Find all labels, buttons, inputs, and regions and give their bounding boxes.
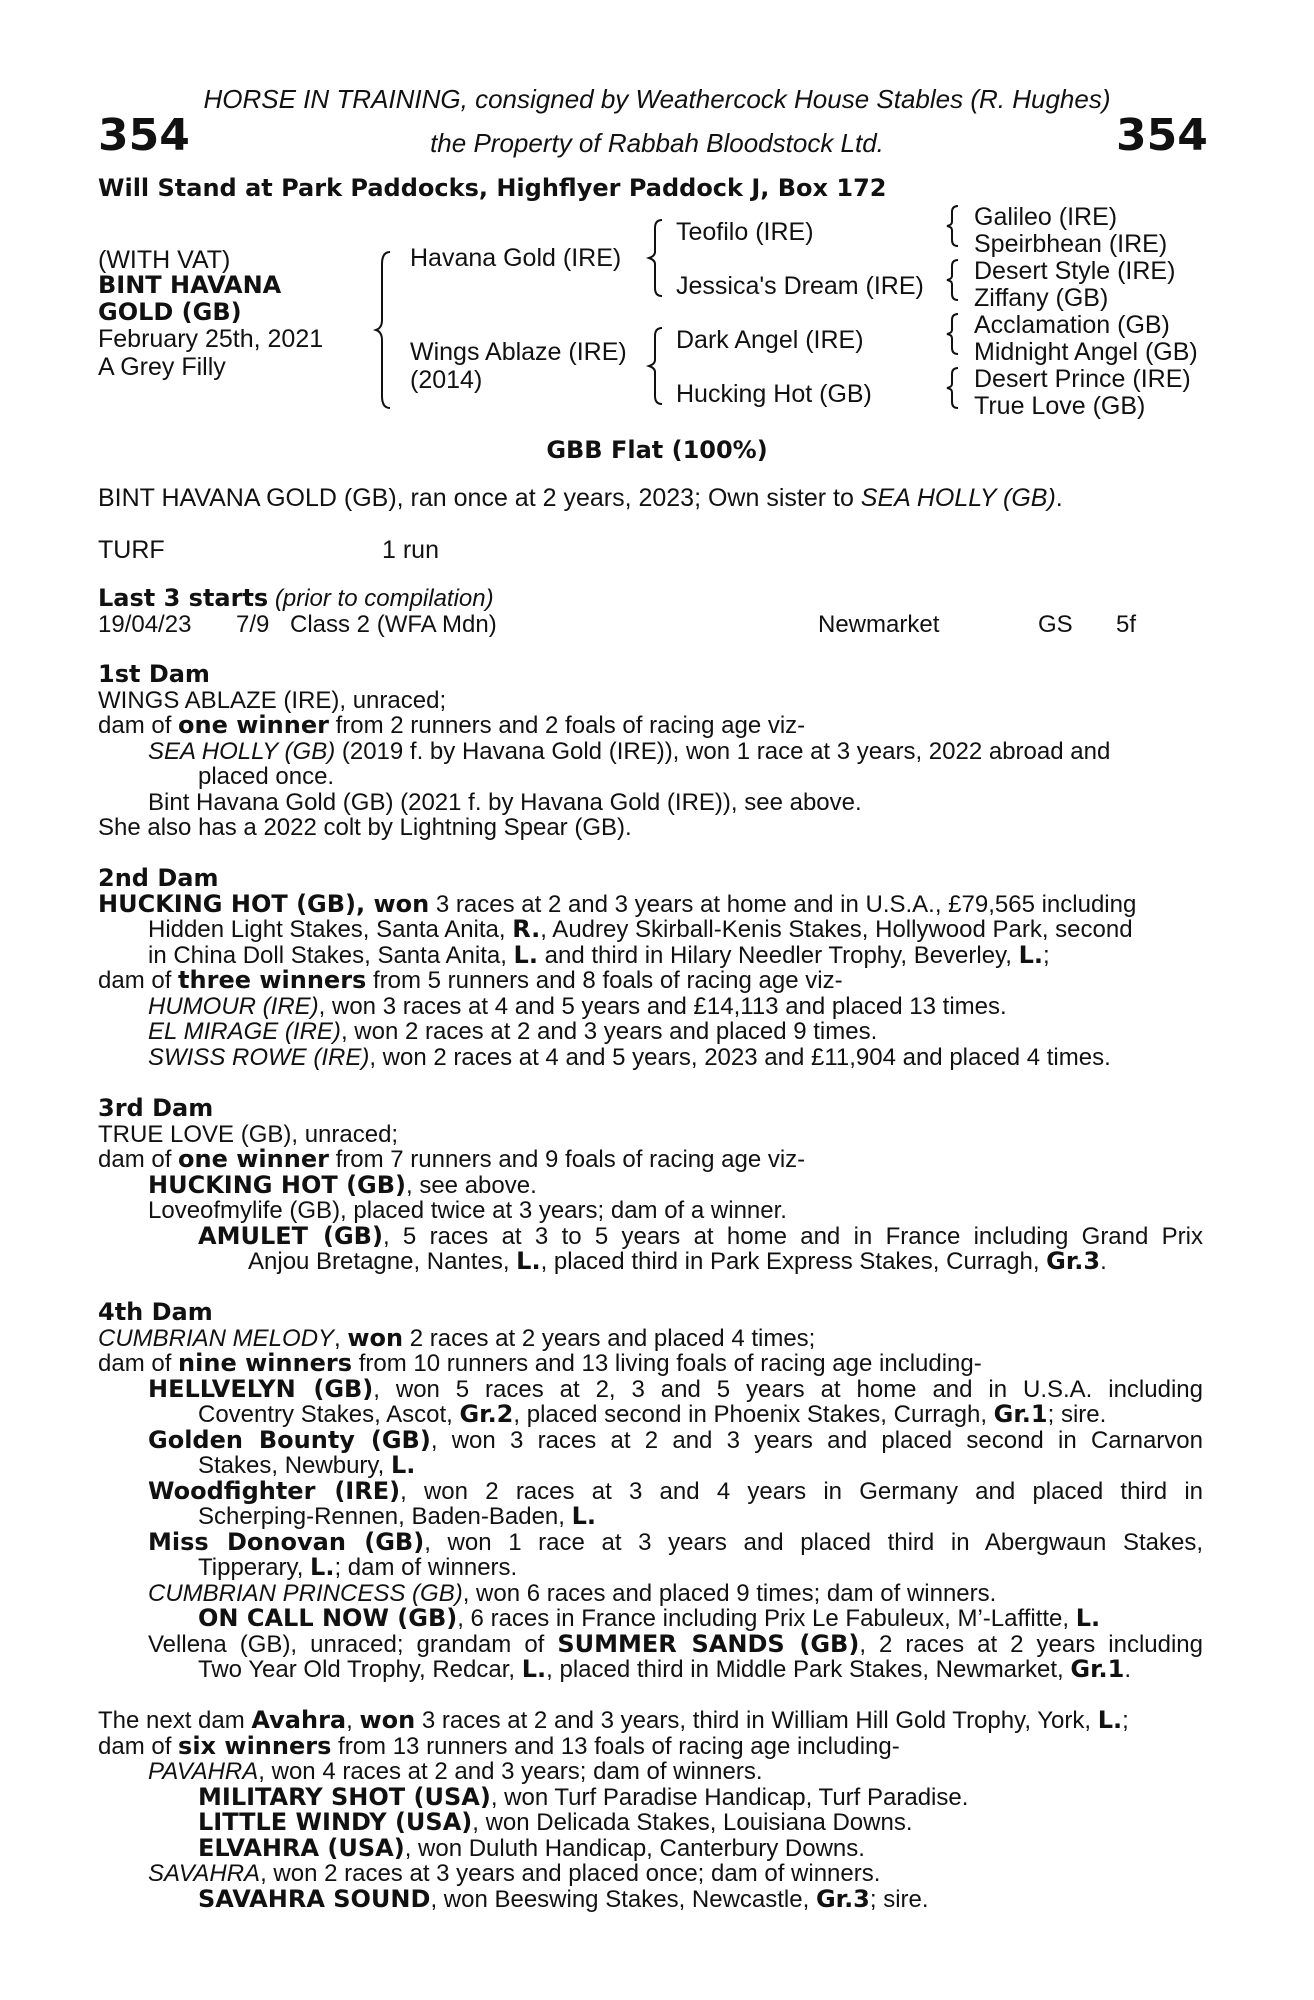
dam-name: CUMBRIAN MELODY xyxy=(98,1324,335,1352)
text: ; xyxy=(1122,1707,1129,1734)
dam1-line: placed once. xyxy=(198,763,335,790)
race-grade: L. xyxy=(571,1502,597,1530)
text: , won 4 races at 2 and 3 years; dam of winners. xyxy=(258,1758,763,1785)
text: , won 3 races at 2 and 3 years and placed second in Carnarvon xyxy=(430,1426,1203,1454)
race-grade: L. xyxy=(1075,1604,1101,1632)
dam4-line xyxy=(98,1629,1203,1658)
text: Scherping-Rennen, Baden-Baden, xyxy=(198,1503,572,1530)
text: , Audrey Skirball-Kenis Stakes, Hollywood Park, second xyxy=(540,916,1133,943)
dam1-line: WINGS ABLAZE (IRE), unraced; xyxy=(98,686,447,714)
race-grade: L. xyxy=(513,940,538,969)
pedigree-grandsire-2: Dark Angel (IRE) xyxy=(676,326,864,354)
lot-number-left: 354 xyxy=(98,110,190,161)
last-starts-title: Last 3 starts xyxy=(98,584,269,612)
progeny-name: EL MIRAGE (IRE) xyxy=(148,1018,341,1045)
progeny-name: MILITARY SHOT (USA) xyxy=(198,1782,491,1811)
dam4-line xyxy=(98,1374,1203,1403)
nextdam-line xyxy=(98,1708,1203,1734)
progeny-name: SAVAHRA SOUND xyxy=(198,1884,431,1913)
text: ; dam of winners. xyxy=(334,1554,518,1581)
pedigree-bracket-gg2 xyxy=(944,258,962,302)
text: Two Year Old Trophy, Redcar, xyxy=(198,1656,522,1683)
dam-name: Avahra xyxy=(251,1706,347,1734)
dam4-line xyxy=(98,1425,1203,1454)
progeny-name: SUMMER SANDS (GB) xyxy=(557,1629,860,1658)
dam3-line xyxy=(98,1249,1203,1275)
nextdam-line xyxy=(98,1861,1203,1887)
text: , won 6 races and placed 9 times; dam of winners. xyxy=(462,1579,997,1607)
text: , won Beeswing Stakes, Newcastle, xyxy=(430,1885,816,1913)
text: Stakes, Newbury, xyxy=(198,1452,391,1479)
turf-runs: 1 run xyxy=(382,536,439,564)
text: , xyxy=(346,1707,360,1734)
pedigree-bracket-main xyxy=(372,250,394,410)
pedigree-granddam-1: Jessica's Dream (IRE) xyxy=(676,272,924,300)
text: , won 3 races at 4 and 5 years and £14,113 and placed 13 times. xyxy=(318,992,1007,1020)
text: from 7 runners and 9 foals of racing age viz- xyxy=(328,1146,806,1173)
dam4-line xyxy=(98,1527,1204,1556)
dam-name: HUCKING HOT (GB), won xyxy=(98,889,430,918)
text: , won 2 races at 4 and 5 years, 2023 and £11,904 and placed 4 times. xyxy=(369,1043,1111,1071)
pedigree-grandsire-1: Teofilo (IRE) xyxy=(676,218,814,246)
turf-label: TURF xyxy=(98,536,165,564)
text: Hidden Light Stakes, Santa Anita, xyxy=(148,916,513,943)
last-starts-heading xyxy=(98,586,494,612)
text: Tipperary, xyxy=(198,1554,311,1581)
start-race: Class 2 (WFA Mdn) xyxy=(290,611,497,638)
text: Anjou Bretagne, Nantes, xyxy=(248,1248,517,1275)
text: dam of xyxy=(98,1732,179,1760)
dam2-line xyxy=(98,917,1203,943)
dam2-line xyxy=(98,940,1203,969)
dam3-line xyxy=(98,1147,1203,1173)
text: The next dam xyxy=(98,1707,252,1734)
foaling-date: February 25th, 2021 xyxy=(98,325,324,353)
start-distance: 5f xyxy=(1116,611,1137,638)
dam3-line xyxy=(98,1221,1203,1250)
progeny-name: HUMOUR (IRE) xyxy=(148,992,319,1020)
won-label: won xyxy=(347,1323,404,1352)
dam4-line xyxy=(98,1402,1203,1428)
dam2-heading: 2nd Dam xyxy=(98,864,219,892)
race-grade: Gr.1 xyxy=(993,1400,1048,1428)
text: Coventry Stakes, Ascot, xyxy=(198,1401,460,1428)
progeny-name: Golden Bounty (GB) xyxy=(148,1425,431,1454)
text: ; xyxy=(1043,941,1050,969)
dam1-line xyxy=(98,739,1203,765)
dam2-line xyxy=(98,889,1203,918)
dam1-line xyxy=(98,713,1203,739)
pedigree-ggp-1: Galileo (IRE) xyxy=(974,203,1118,231)
progeny-name: SEA HOLLY (GB) xyxy=(148,737,336,765)
dam2-line xyxy=(98,994,1203,1020)
won-label: won xyxy=(359,1706,416,1734)
nextdam-line xyxy=(98,1782,1203,1811)
text: in China Doll Stakes, Santa Anita, xyxy=(148,941,514,969)
text: , placed third in Middle Park Stakes, Newmarket, xyxy=(546,1656,1071,1683)
consignor-line: HORSE IN TRAINING, consigned by Weathercock House Stables (R. Hughes) xyxy=(203,84,1111,114)
start-going: GS xyxy=(1038,611,1073,638)
dam1-line: She also has a 2022 colt by Lightning Spear (GB). xyxy=(98,814,632,841)
pedigree-bracket-dam xyxy=(646,326,666,406)
winner-count: six winners xyxy=(178,1731,332,1760)
summary-text: BINT HAVANA GOLD (GB), ran once at 2 years, 2023; Own sister to xyxy=(98,484,861,512)
nextdam-line xyxy=(98,1884,1203,1913)
dam3-section xyxy=(98,1096,1203,1275)
text: , won 5 races at 2, 3 and 5 years at home and in U.S.A. including xyxy=(373,1375,1203,1403)
text: (2019 f. by Havana Gold (IRE)), won 1 race at 3 years, 2022 abroad and xyxy=(335,737,1111,765)
pedigree-bracket-gg3 xyxy=(944,312,962,356)
pedigree-dam-year: (2014) xyxy=(410,366,483,394)
horse-name-line1: BINT HAVANA xyxy=(98,271,282,299)
nextdam-line xyxy=(98,1759,1203,1785)
text: , xyxy=(334,1324,348,1352)
start-date: 19/04/23 xyxy=(98,611,192,638)
text: dam of xyxy=(98,1146,179,1173)
pedigree-granddam-2: Hucking Hot (GB) xyxy=(676,380,872,408)
text: , 5 races at 3 to 5 years at home and in France including Grand Prix xyxy=(382,1222,1203,1250)
race-grade: Gr.2 xyxy=(459,1400,514,1428)
text: ; sire. xyxy=(1047,1401,1107,1428)
dam3-heading: 3rd Dam xyxy=(98,1094,214,1122)
progeny-name: AMULET (GB) xyxy=(198,1221,383,1250)
dam1-section xyxy=(98,662,1203,841)
pedigree-bracket-gg1 xyxy=(944,204,962,248)
dam3-line xyxy=(98,1170,1203,1199)
dam4-line xyxy=(98,1657,1203,1683)
text: from 5 runners and 8 foals of racing age viz- xyxy=(366,967,843,994)
pedigree-ggp-8: True Love (GB) xyxy=(974,392,1146,420)
race-grade: Gr.3 xyxy=(815,1884,870,1913)
text: , 2 races at 2 years including xyxy=(859,1630,1203,1658)
text: dam of xyxy=(98,712,179,739)
dam1-heading: 1st Dam xyxy=(98,660,210,688)
dam2-line xyxy=(98,1019,1203,1045)
text: , won 2 races at 3 years and placed once; dam of winners. xyxy=(260,1860,881,1887)
progeny-name: ON CALL NOW (GB) xyxy=(198,1604,458,1632)
pedigree-bracket-sire xyxy=(646,218,666,298)
dam2-section xyxy=(98,866,1203,1070)
last-starts-note: (prior to compilation) xyxy=(274,585,494,612)
start-position: 7/9 xyxy=(236,611,270,638)
dam4-line xyxy=(98,1606,1203,1632)
text: , placed third in Park Express Stakes, Curragh, xyxy=(540,1248,1047,1275)
race-grade: L. xyxy=(516,1247,541,1275)
dam3-line: TRUE LOVE (GB), unraced; xyxy=(98,1120,399,1148)
gbb-label: GBB Flat (100%) xyxy=(546,436,768,464)
text: Vellena (GB), unraced; grandam of xyxy=(148,1630,558,1658)
dam4-line xyxy=(98,1555,1203,1581)
pedigree-bracket-gg4 xyxy=(944,366,962,410)
winner-count: three winners xyxy=(178,966,367,994)
summary-line xyxy=(98,484,1063,513)
race-grade: L. xyxy=(310,1553,335,1581)
winner-count: nine winners xyxy=(178,1349,353,1377)
horse-name xyxy=(98,272,281,326)
lot-number-right: 354 xyxy=(1116,110,1208,161)
text: dam of xyxy=(98,1350,179,1377)
dam2-line xyxy=(98,968,1203,994)
dam4-line xyxy=(98,1581,1203,1607)
text: and third in Hilary Needler Trophy, Beverley, xyxy=(537,941,1019,969)
summary-sister: SEA HOLLY (GB) xyxy=(860,484,1056,512)
text: , placed second in Phoenix Stakes, Curragh, xyxy=(513,1401,994,1428)
text: , won Delicada Stakes, Louisiana Downs. xyxy=(472,1809,913,1836)
horse-description: A Grey Filly xyxy=(98,353,226,381)
horse-name-line2: GOLD (GB) xyxy=(98,298,242,326)
winner-count: one winner xyxy=(178,1145,329,1173)
dam4-line xyxy=(98,1453,1203,1479)
text: . xyxy=(1124,1656,1131,1683)
pedigree-sire: Havana Gold (IRE) xyxy=(410,244,622,272)
text: , won 1 race at 3 years and placed third in Abergwaun Stakes, xyxy=(424,1528,1204,1556)
dam1-line: Bint Havana Gold (GB) (2021 f. by Havana Gold (IRE)), see above. xyxy=(148,788,862,816)
progeny-name: SWISS ROWE (IRE) xyxy=(148,1043,370,1071)
pedigree-ggp-4: Ziffany (GB) xyxy=(974,284,1109,312)
text: , won Turf Paradise Handicap, Turf Paradise. xyxy=(490,1783,969,1811)
text: 3 races at 2 and 3 years, third in William Hill Gold Trophy, York, xyxy=(415,1707,1098,1734)
progeny-name: LITTLE WINDY (USA) xyxy=(198,1808,473,1836)
progeny-name: HUCKING HOT (GB) xyxy=(148,1170,406,1199)
dam4-line xyxy=(98,1323,1203,1352)
text: , won 2 races at 3 and 4 years in Germany and placed third in xyxy=(400,1477,1203,1505)
text: from 2 runners and 2 foals of racing age viz- xyxy=(328,712,806,739)
start-course: Newmarket xyxy=(818,611,940,638)
dam3-line: Loveofmylife (GB), placed twice at 3 years; dam of a winner. xyxy=(148,1197,787,1224)
text: from 10 runners and 13 living foals of racing age including- xyxy=(352,1350,982,1377)
race-grade: L. xyxy=(390,1451,416,1479)
text: . xyxy=(1100,1248,1107,1275)
nextdam-line xyxy=(98,1731,1203,1760)
nextdam-section xyxy=(98,1708,1203,1912)
stand-location: Will Stand at Park Paddocks, Highflyer Paddock J, Box 172 xyxy=(98,174,887,202)
race-grade: Gr.3 xyxy=(1046,1247,1101,1275)
dam2-line xyxy=(98,1045,1203,1071)
dam4-line xyxy=(98,1351,1203,1377)
progeny-name: PAVAHRA xyxy=(148,1758,259,1785)
winner-count: one winner xyxy=(178,711,329,739)
pedigree-ggp-2: Speirbhean (IRE) xyxy=(974,230,1168,258)
text: , see above. xyxy=(406,1171,537,1199)
vat-label: (WITH VAT) xyxy=(98,246,231,274)
nextdam-line xyxy=(98,1810,1203,1836)
text: , won Duluth Handicap, Canterbury Downs. xyxy=(404,1834,865,1862)
pedigree-ggp-5: Acclamation (GB) xyxy=(974,311,1170,339)
progeny-name: HELLVELYN (GB) xyxy=(148,1374,374,1403)
dam4-line xyxy=(98,1476,1203,1505)
text: 3 races at 2 and 3 years at home and in U.S.A., £79,565 including xyxy=(429,890,1137,918)
progeny-name: CUMBRIAN PRINCESS (GB) xyxy=(148,1579,463,1607)
pedigree-ggp-7: Desert Prince (IRE) xyxy=(974,365,1191,393)
race-grade: L. xyxy=(1097,1706,1123,1734)
summary-end: . xyxy=(1055,484,1063,512)
text: , 6 races in France including Prix Le Fabuleux, M’-Laffitte, xyxy=(457,1605,1076,1632)
nextdam-line xyxy=(98,1833,1203,1862)
text: , won 2 races at 2 and 3 years and placed 9 times. xyxy=(340,1018,878,1045)
pedigree-dam-name: Wings Ablaze (IRE) xyxy=(410,338,627,366)
text: 2 races at 2 years and placed 4 times; xyxy=(403,1324,816,1352)
race-grade: Gr.1 xyxy=(1070,1655,1125,1683)
dam4-heading: 4th Dam xyxy=(98,1298,213,1326)
pedigree-ggp-3: Desert Style (IRE) xyxy=(974,257,1176,285)
race-grade: L. xyxy=(521,1655,547,1683)
pedigree-ggp-list xyxy=(974,204,1198,420)
dam4-section xyxy=(98,1300,1203,1683)
pedigree-ggp-6: Midnight Angel (GB) xyxy=(974,338,1198,366)
progeny-name: Woodfighter (IRE) xyxy=(148,1476,401,1505)
property-line: the Property of Rabbah Bloodstock Ltd. xyxy=(430,128,884,158)
text: from 13 runners and 13 foals of racing age including- xyxy=(331,1732,900,1760)
progeny-name: SAVAHRA xyxy=(148,1860,261,1887)
pedigree-dam xyxy=(410,338,627,394)
text: dam of xyxy=(98,967,179,994)
dam4-line xyxy=(98,1504,1203,1530)
race-grade: L. xyxy=(1018,940,1044,969)
text: ; sire. xyxy=(869,1885,929,1913)
progeny-name: ELVAHRA (USA) xyxy=(198,1833,405,1862)
progeny-name: Miss Donovan (GB) xyxy=(148,1527,425,1556)
race-grade: R. xyxy=(512,915,541,943)
